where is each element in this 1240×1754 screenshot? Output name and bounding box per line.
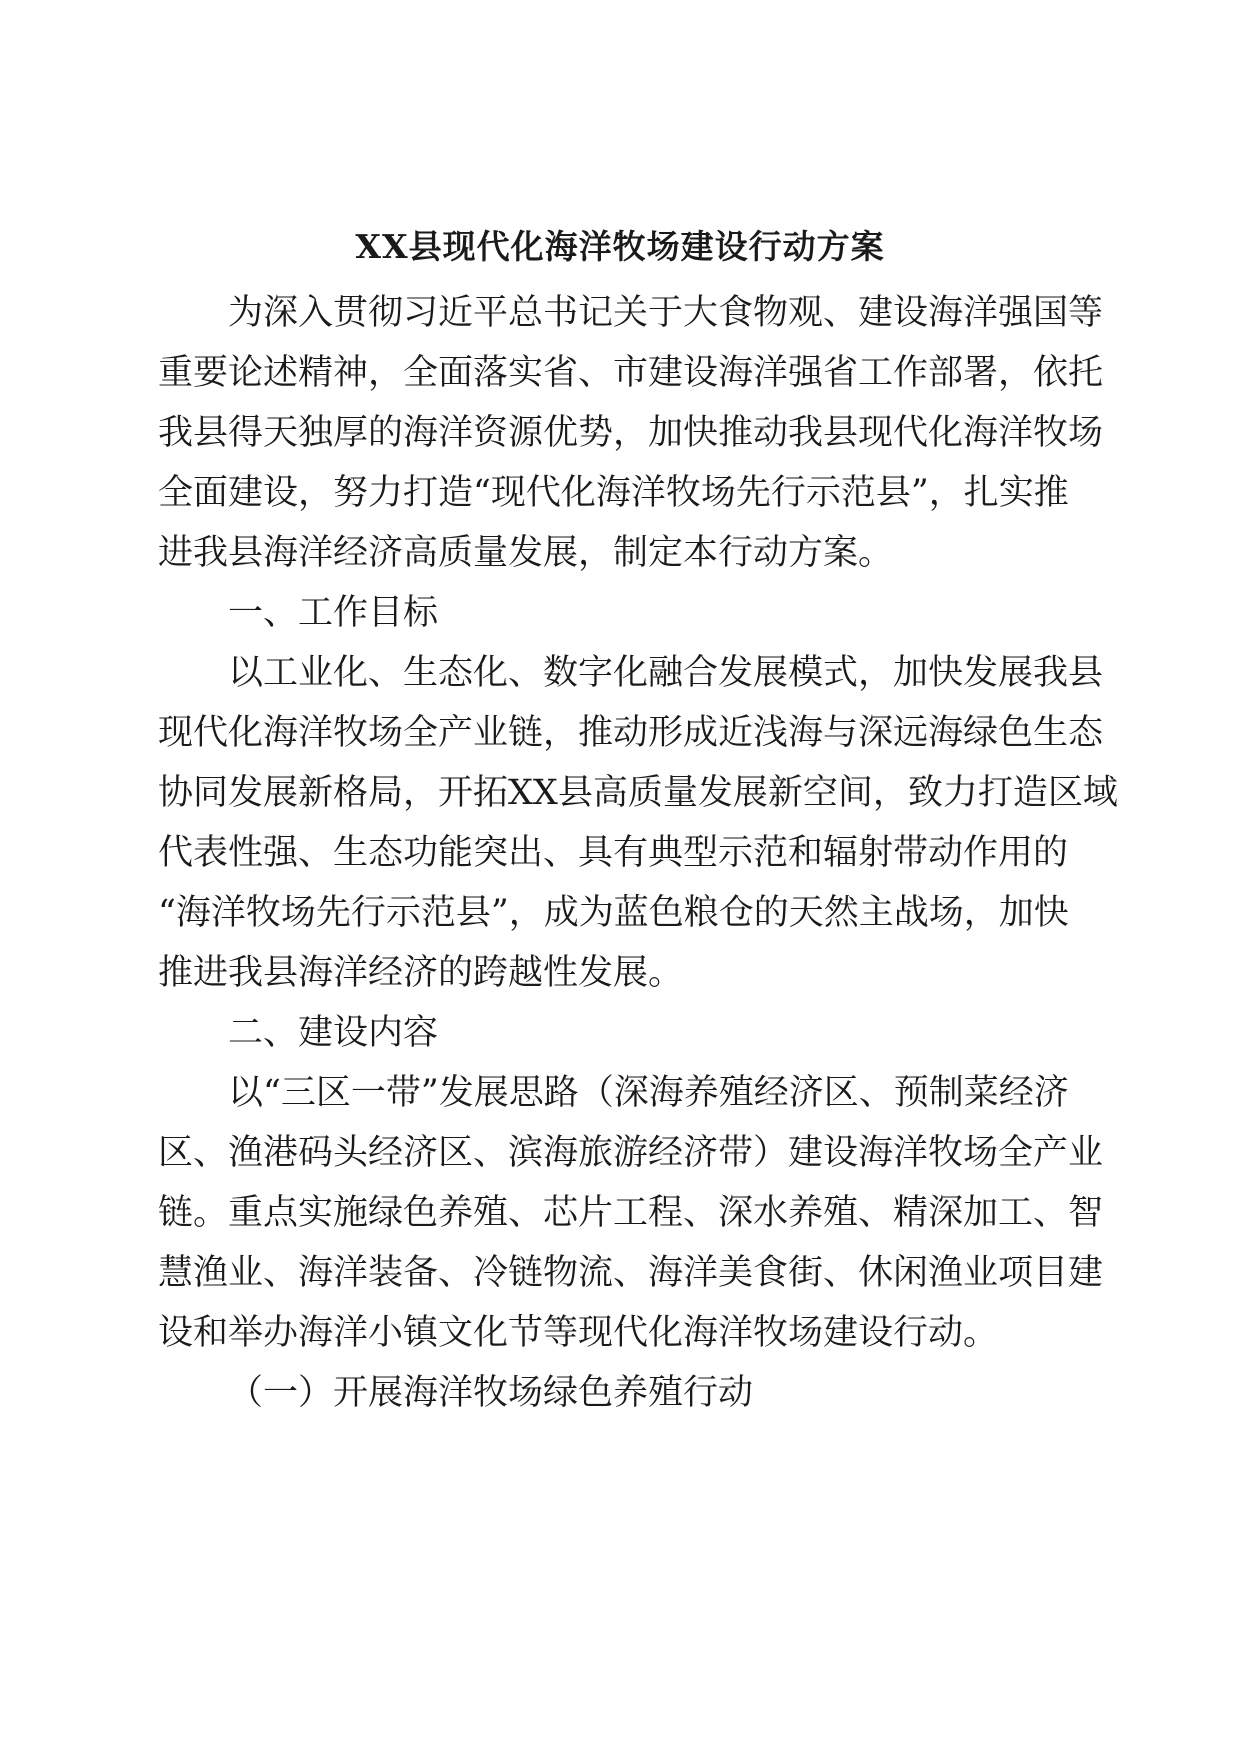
paragraph-line: 重要论述精神，全面落实省、市建设海洋强省工作部署，依托: [158, 353, 1104, 393]
paragraph-line: 全面建设，努力打造“现代化海洋牧场先行示范县”，扎实推: [158, 473, 1069, 513]
paragraph-line: 慧渔业、海洋装备、冷链物流、海洋美食街、休闲渔业项目建: [158, 1253, 1104, 1293]
paragraph-line: 进我县海洋经济高质量发展，制定本行动方案。: [158, 533, 894, 573]
paragraph-line: 协同发展新格局，开拓XX县高质量发展新空间，致力打造区域: [158, 773, 1118, 813]
section-heading: 一、工作目标: [228, 593, 439, 633]
paragraph-line: 以“三区一带”发展思路（深海养殖经济区、预制菜经济: [228, 1073, 1069, 1113]
paragraph-line: 我县得天独厚的海洋资源优势，加快推动我县现代化海洋牧场: [158, 413, 1104, 453]
paragraph-line: 推进我县海洋经济的跨越性发展。: [158, 953, 684, 993]
paragraph-line: 现代化海洋牧场全产业链，推动形成近浅海与深远海绿色生态: [158, 713, 1104, 753]
paragraph-line: “海洋牧场先行示范县”，成为蓝色粮仓的天然主战场，加快: [158, 893, 1069, 933]
paragraph-line: 代表性强、生态功能突出、具有典型示范和辐射带动作用的: [158, 833, 1069, 873]
subsection-heading: （一）开展海洋牧场绿色养殖行动: [228, 1373, 754, 1413]
section-heading: 二、建设内容: [228, 1013, 439, 1053]
paragraph-line: 以工业化、生态化、数字化融合发展模式，加快发展我县: [228, 653, 1104, 693]
document-title: XX县现代化海洋牧场建设行动方案: [355, 227, 885, 266]
paragraph-line: 区、渔港码头经济区、滨海旅游经济带）建设海洋牧场全产业: [158, 1133, 1104, 1173]
paragraph-line: 为深入贯彻习近平总书记关于大食物观、建设海洋强国等: [228, 293, 1104, 333]
paragraph-line: 设和举办海洋小镇文化节等现代化海洋牧场建设行动。: [158, 1313, 999, 1353]
paragraph-line: 链。重点实施绿色养殖、芯片工程、深水养殖、精深加工、智: [158, 1193, 1104, 1233]
